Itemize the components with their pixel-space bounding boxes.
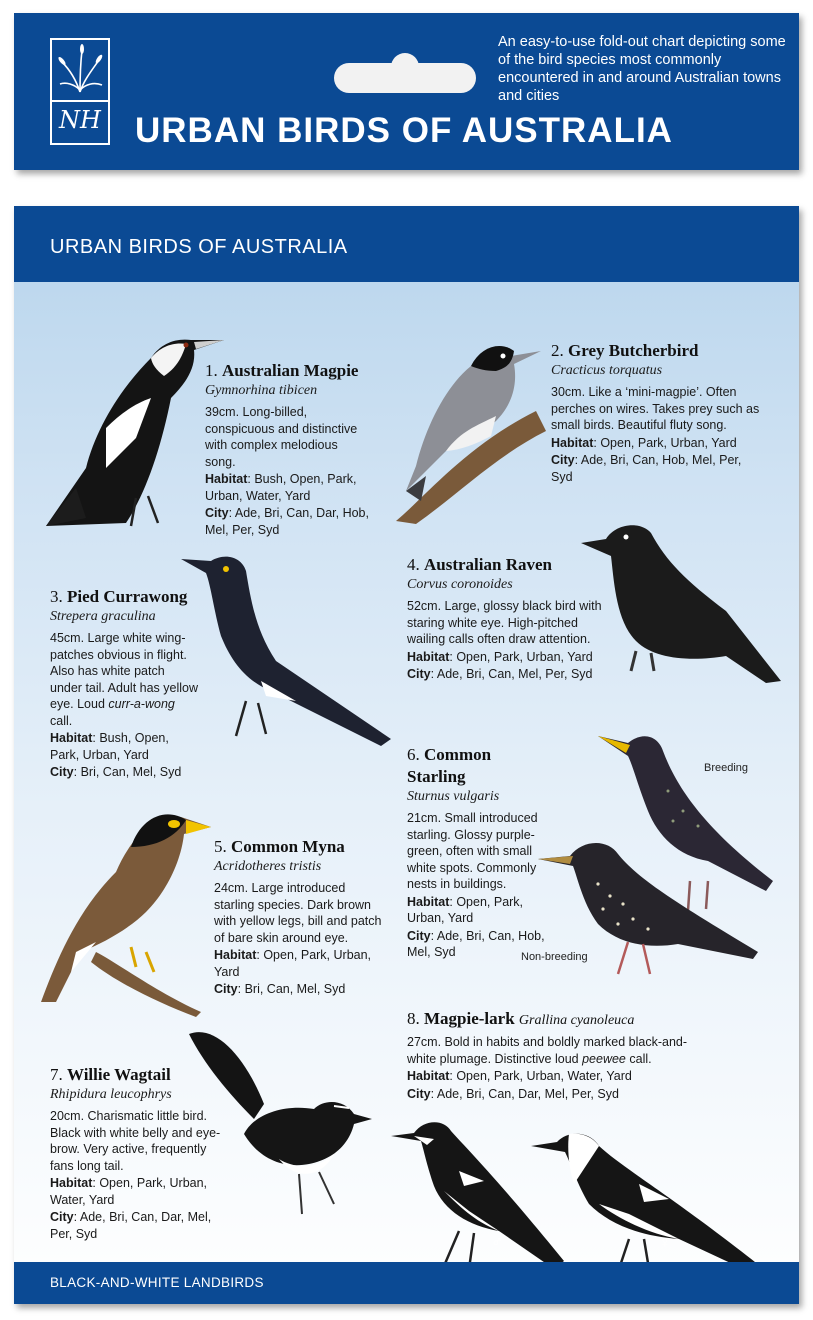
common-name: Common Myna bbox=[231, 837, 345, 856]
common-name: Willie Wagtail bbox=[67, 1065, 171, 1084]
habitat-row: Habitat: Open, Park, Urban, Yard bbox=[407, 894, 524, 925]
city-row: City: Ade, Bri, Can, Mel, Per, Syd bbox=[407, 667, 593, 681]
description-text: 27cm. Bold in habits and boldly marked black-and-white plumage. Distinctive loud bbox=[407, 1035, 688, 1066]
entry-common-starling bbox=[407, 744, 552, 961]
description-text: 45cm. Large white wing-patches obvious in flight. Also has white patch under tail. Adult has yellow eye. Loud bbox=[50, 631, 199, 711]
entry-willie-wagtail bbox=[50, 1064, 230, 1242]
common-name: Magpie-lark bbox=[424, 1009, 515, 1028]
entry-number: 3. bbox=[50, 587, 63, 606]
city-row: City: Bri, Can, Mel, Syd bbox=[214, 982, 346, 996]
city-label: City bbox=[50, 1210, 74, 1224]
city-label: City bbox=[551, 453, 575, 467]
entry-number: 1. bbox=[205, 361, 218, 380]
magpie-lark-female-illustration bbox=[529, 1124, 769, 1279]
card-footer-band bbox=[14, 1262, 799, 1304]
city-row: City: Ade, Bri, Can, Hob, Mel, Syd bbox=[407, 928, 545, 959]
city-value: Ade, Bri, Can, Mel, Per, Syd bbox=[436, 667, 593, 681]
city-value: Ade, Bri, Can, Dar, Mel, Per, Syd bbox=[50, 1210, 212, 1241]
habitat-label: Habitat bbox=[214, 948, 257, 962]
description bbox=[407, 1034, 707, 1067]
chart-card bbox=[14, 206, 799, 1304]
description: 39cm. Long-billed, conspicuous and distinctive with complex melodious song. bbox=[205, 405, 358, 469]
scientific-name: Acridotheres tristis bbox=[214, 859, 322, 874]
scientific-name: Cracticus torquatus bbox=[551, 363, 663, 378]
city-label: City bbox=[407, 1086, 431, 1101]
description: 21cm. Small introduced starling. Glossy purple-green, often with small white spots. Commonly nests in buildings. bbox=[407, 811, 538, 891]
description-text: call. bbox=[625, 1051, 652, 1066]
description: 24cm. Large introduced starling species. Dark brown with yellow legs, bill and patch of bare skin around eye. bbox=[214, 881, 382, 945]
scientific-name: Sturnus vulgaris bbox=[407, 789, 500, 804]
habitat-label: Habitat bbox=[50, 1176, 93, 1190]
entry-number: 7. bbox=[50, 1065, 63, 1084]
scientific-name: Gymnorhina tibicen bbox=[205, 383, 318, 398]
entry-grey-butcherbird bbox=[551, 340, 766, 485]
common-name: Grey Butcherbird bbox=[568, 341, 699, 360]
habitat-value: Open, Park, Urban, Yard bbox=[456, 649, 593, 664]
habitat-label: Habitat bbox=[50, 731, 93, 745]
city-value: Ade, Bri, Can, Dar, Mel, Per, Syd bbox=[436, 1086, 619, 1101]
habitat-row: Habitat: Open, Park, Urban, Water, Yard bbox=[407, 1069, 632, 1083]
habitat-value: Open, Park, Urban, Yard bbox=[600, 435, 737, 450]
header-title: URBAN BIRDS OF AUSTRALIA bbox=[135, 111, 673, 150]
description: 30cm. Like a ‘mini-magpie’. Often perches on wires. Takes prey such as small birds. Beautiful fluty song. bbox=[551, 385, 760, 432]
header-banner bbox=[14, 13, 799, 170]
habitat-value: Open, Park, Urban, Yard bbox=[407, 894, 524, 925]
habitat-label: Habitat bbox=[407, 649, 450, 664]
habitat-row: Habitat: Bush, Open, Park, Urban, Yard bbox=[50, 731, 169, 762]
common-starling-nonbreeding-illustration bbox=[538, 834, 763, 994]
habitat-row: Habitat: Bush, Open, Park, Urban, Water, Yard bbox=[205, 472, 357, 503]
scientific-name: Strepera graculina bbox=[50, 609, 156, 624]
common-name: Australian Magpie bbox=[222, 361, 359, 380]
habitat-value: Bush, Open, Park, Urban, Water, Yard bbox=[205, 472, 357, 503]
city-row: City: Ade, Bri, Can, Hob, Mel, Per, Syd bbox=[551, 453, 742, 484]
city-value: Ade, Bri, Can, Hob, Mel, Syd bbox=[407, 928, 545, 959]
description: 52cm. Large, glossy black bird with staring white eye. High-pitched wailing calls often draw attention. bbox=[407, 599, 602, 646]
entry-number: 6. bbox=[407, 745, 420, 764]
city-row: City: Bri, Can, Mel, Syd bbox=[50, 765, 182, 779]
australian-raven-illustration bbox=[576, 521, 786, 696]
call-name: curr-a-wong bbox=[108, 697, 175, 711]
grey-butcherbird-illustration bbox=[386, 316, 551, 526]
city-label: City bbox=[205, 506, 229, 520]
city-value: Bri, Can, Mel, Syd bbox=[244, 982, 346, 996]
habitat-value: Open, Park, Urban, Water, Yard bbox=[50, 1176, 208, 1207]
habitat-row: Habitat: Open, Park, Urban, Yard bbox=[407, 649, 593, 664]
common-name: Pied Currawong bbox=[67, 587, 188, 606]
habitat-label: Habitat bbox=[205, 472, 248, 486]
habitat-value: Bush, Open, Park, Urban, Yard bbox=[50, 731, 169, 762]
city-label: City bbox=[407, 928, 431, 943]
section-label: BLACK-AND-WHITE LANDBIRDS bbox=[50, 1275, 264, 1290]
scientific-name: Grallina cyanoleuca bbox=[518, 1013, 635, 1028]
common-myna-illustration bbox=[36, 802, 216, 1017]
hang-slot bbox=[334, 63, 476, 93]
entry-australian-magpie bbox=[205, 360, 370, 538]
entry-number: 8. bbox=[407, 1009, 420, 1028]
entry-number: 2. bbox=[551, 341, 564, 360]
common-name: Common Starling bbox=[407, 745, 492, 786]
common-name: Australian Raven bbox=[424, 555, 552, 574]
starling-breeding-label: Breeding bbox=[704, 762, 749, 774]
city-row: City: Ade, Bri, Can, Dar, Hob, Mel, Per, Syd bbox=[205, 506, 369, 537]
habitat-label: Habitat bbox=[407, 894, 450, 909]
starling-nonbreeding-label: Non-breeding bbox=[521, 951, 588, 963]
city-row: City: Ade, Bri, Can, Dar, Mel, Per, Syd bbox=[407, 1086, 619, 1101]
habitat-value: Open, Park, Urban, Yard bbox=[214, 948, 372, 979]
scientific-name: Rhipidura leucophrys bbox=[50, 1087, 172, 1102]
nh-logo bbox=[50, 38, 110, 145]
scientific-name: Corvus coronoides bbox=[407, 577, 513, 592]
pied-currawong-illustration bbox=[176, 551, 396, 751]
description: 20cm. Charismatic little bird. Black with white belly and eye-brow. Very active, frequently fans long tail. bbox=[50, 1109, 221, 1173]
entry-number: 4. bbox=[407, 555, 420, 574]
reed-icon bbox=[52, 40, 108, 102]
entry-magpie-lark bbox=[407, 1008, 707, 1102]
habitat-row: Habitat: Open, Park, Urban, Yard bbox=[214, 948, 372, 979]
habitat-row: Habitat: Open, Park, Urban, Yard bbox=[551, 435, 737, 450]
description-text: call. bbox=[50, 713, 73, 728]
city-value: Ade, Bri, Can, Dar, Hob, Mel, Per, Syd bbox=[205, 506, 369, 537]
habitat-label: Habitat bbox=[551, 435, 594, 450]
city-value: Bri, Can, Mel, Syd bbox=[80, 765, 182, 779]
entry-australian-raven bbox=[407, 554, 607, 683]
habitat-label: Habitat bbox=[407, 1069, 450, 1083]
entry-number: 5. bbox=[214, 837, 227, 856]
city-label: City bbox=[50, 765, 74, 779]
entry-common-myna bbox=[214, 836, 384, 998]
card-title: URBAN BIRDS OF AUSTRALIA bbox=[50, 236, 348, 258]
entry-pied-currawong bbox=[50, 586, 198, 781]
female-symbol: ♀ bbox=[659, 1234, 671, 1251]
logo-text: NH bbox=[59, 106, 101, 134]
description bbox=[50, 630, 198, 729]
city-value: Ade, Bri, Can, Hob, Mel, Per, Syd bbox=[551, 453, 742, 484]
australian-magpie-illustration bbox=[26, 318, 226, 533]
city-row: City: Ade, Bri, Can, Dar, Mel, Per, Syd bbox=[50, 1210, 212, 1241]
city-label: City bbox=[214, 982, 238, 996]
city-label: City bbox=[407, 667, 431, 681]
habitat-value: Open, Park, Urban, Water, Yard bbox=[456, 1069, 632, 1083]
male-symbol: ♂ bbox=[491, 1234, 503, 1251]
habitat-row: Habitat: Open, Park, Urban, Water, Yard bbox=[50, 1176, 208, 1207]
call-name: peewee bbox=[582, 1051, 626, 1066]
card-title-band bbox=[14, 206, 799, 282]
header-blurb: An easy-to-use fold-out chart depicting some of the bird species most commonly encountered in and around Australian towns and cities bbox=[498, 34, 786, 104]
